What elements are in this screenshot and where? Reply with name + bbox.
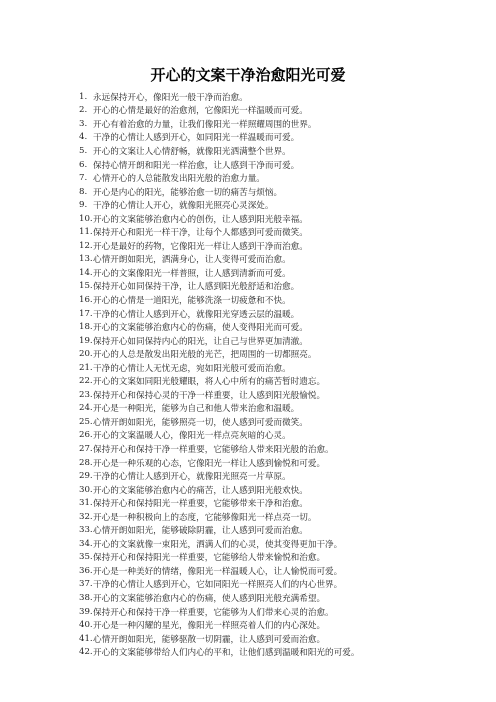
list-item xyxy=(79,496,419,510)
list-item-text: 干净的心情让人开心，就像阳光照亮心灵深处。 xyxy=(93,201,274,212)
list-item-text: 心情开朗如阳光，洒满身心，让人变得可爱而治愈。 xyxy=(93,255,291,266)
list-item xyxy=(79,347,419,361)
list-item xyxy=(79,510,419,524)
list-item-text: 保持开心和保持阳光一样重要，它能够给人带来愉悦和治愈。 xyxy=(93,553,326,564)
list-item-number: 12. xyxy=(79,240,93,251)
list-item-text: 保持开心如同保持内心的阳光，让自己与世界更加清澈。 xyxy=(93,336,308,347)
list-item xyxy=(79,239,419,253)
list-item xyxy=(79,198,419,212)
list-item-number: 41. xyxy=(79,633,93,644)
list-item xyxy=(79,402,419,416)
list-item-text: 保持开心如同保持干净，让人感到阳光般舒适和治愈。 xyxy=(93,282,300,293)
list-item-text: 干净的心情让人感到开心，如同阳光一样温暖而可爱。 xyxy=(93,133,300,144)
list-item-number: 18. xyxy=(79,322,93,333)
list-item xyxy=(79,618,419,632)
list-item-number: 11. xyxy=(79,227,93,238)
list-item-number: 1. xyxy=(79,91,88,102)
list-item-number: 42. xyxy=(79,647,93,658)
list-item-number: 30. xyxy=(79,484,93,495)
list-item-text: 开心的文案像阳光一样普照，让人感到清新而可爱。 xyxy=(93,268,291,279)
list-item-number: 20. xyxy=(79,349,93,360)
list-item-text: 开心是一种阳光，能够为自己和他人带来治愈和温暖。 xyxy=(93,404,300,415)
list-item xyxy=(79,225,419,239)
list-item xyxy=(79,591,419,605)
list-item-number: 28. xyxy=(79,457,93,468)
list-item-number: 27. xyxy=(79,443,93,454)
list-item-text: 开心是一种闪耀的星光，像阳光一样照亮着人们的内心深处。 xyxy=(93,621,326,632)
list-item-text: 永远保持开心，像阳光一般干净而治愈。 xyxy=(93,92,248,103)
list-item xyxy=(79,117,419,131)
list-item-text: 开心是一种积极向上的态度，它能够像阳光一样点亮一切。 xyxy=(93,512,317,523)
document-title: 开心的文案干净治愈阳光可爱 xyxy=(150,66,346,84)
list-item-number: 32. xyxy=(79,511,93,522)
list-item-number: 23. xyxy=(79,389,93,400)
list-item-text: 开心是一种乐观的心态，它像阳光一样让人感到愉悦和可爱。 xyxy=(93,458,326,469)
list-item-number: 13. xyxy=(79,254,93,265)
list-item xyxy=(79,442,419,456)
list-item-number: 16. xyxy=(79,294,93,305)
list-item-text: 开心的心情是一道阳光，能够洗涤一切疲惫和不快。 xyxy=(93,295,291,306)
list-item-text: 心情开朗如阳光，能够照亮一切，使人感到可爱而微笑。 xyxy=(93,417,308,428)
list-item xyxy=(79,293,419,307)
list-item xyxy=(79,551,419,565)
list-item xyxy=(79,320,419,334)
list-item xyxy=(79,632,419,646)
list-item-text: 干净的心情让人感到开心，它如同阳光一样照亮人们的内心世界。 xyxy=(93,580,343,591)
list-item xyxy=(79,524,419,538)
list-item-number: 14. xyxy=(79,267,93,278)
numbered-list xyxy=(79,90,419,659)
list-item-text: 开心的文案能够治愈内心的痛苦，让人感到阳光般欢快。 xyxy=(93,485,308,496)
list-item-text: 心情开心的人总能散发出阳光般的治愈力量。 xyxy=(93,174,265,185)
list-item xyxy=(79,605,419,619)
list-item-text: 开心的文案能够带给人们内心的平和，让他们感到温暖和阳光的可爱。 xyxy=(93,648,360,659)
list-item-text: 开心的心情是最好的治愈剂，它像阳光一样温暖而可爱。 xyxy=(93,106,308,117)
list-item xyxy=(79,280,419,294)
list-item-text: 开心的人总是散发出阳光般的光芒，把周围的一切都照亮。 xyxy=(93,350,317,361)
list-item xyxy=(79,334,419,348)
list-item-text: 开心的文案让人心情舒畅，就像阳光洒满整个世界。 xyxy=(93,146,291,157)
list-item-text: 保持开心和保持心灵的干净一样重要，让人感到阳光般愉悦。 xyxy=(93,390,326,401)
list-item xyxy=(79,253,419,267)
list-item-number: 3. xyxy=(79,118,88,129)
list-item-text: 开心的文案能够治愈内心的创伤，让人感到阳光般幸福。 xyxy=(93,214,308,225)
list-item-text: 保持开心和保持阳光一样重要，它能够带来干净和治愈。 xyxy=(93,499,308,510)
list-item-number: 17. xyxy=(79,308,93,319)
list-item-text: 心情开朗如阳光，能够驱散一切阴霾，让人感到可爱而治愈。 xyxy=(93,634,326,645)
list-item-number: 26. xyxy=(79,430,93,441)
list-item-text: 开心是一种美好的情绪，像阳光一样温暖人心，让人愉悦而可爱。 xyxy=(93,566,343,577)
list-item-text: 开心是内心的阳光，能够治愈一切的痛苦与烦恼。 xyxy=(93,187,283,198)
list-item-text: 开心是最好的药物，它像阳光一样让人感到干净而治愈。 xyxy=(93,241,308,252)
list-item-text: 保持开心和阳光一样干净，让每个人都感到可爱而微笑。 xyxy=(93,228,308,239)
list-item xyxy=(79,388,419,402)
list-item-number: 33. xyxy=(79,525,93,536)
list-item-text: 保持心情开朗和阳光一样治愈，让人感到干净而可爱。 xyxy=(93,160,300,171)
list-item xyxy=(79,469,419,483)
list-item xyxy=(79,144,419,158)
list-item xyxy=(79,564,419,578)
list-item-number: 29. xyxy=(79,471,93,482)
list-item-number: 10. xyxy=(79,213,93,224)
list-item xyxy=(79,171,419,185)
list-item xyxy=(79,483,419,497)
list-item-text: 开心的文案温暖人心，像阳光一样点亮灰暗的心灵。 xyxy=(93,431,291,442)
list-item-text: 开心的文案能够治愈内心的伤痛，使人感到阳光般充满希望。 xyxy=(93,594,326,604)
list-item-number: 31. xyxy=(79,498,93,509)
list-item-text: 干净的心情让人感到开心，就像阳光穿透云层的温暖。 xyxy=(93,309,300,320)
list-item-text: 开心的文案如同阳光般耀眼，将人心中所有的痛苦暂时遗忘。 xyxy=(93,377,326,388)
list-item-number: 2. xyxy=(79,105,88,116)
list-item-number: 37. xyxy=(79,579,93,590)
list-item-number: 22. xyxy=(79,376,93,387)
list-item xyxy=(79,185,419,199)
list-item xyxy=(79,361,419,375)
list-item-text: 干净的心情让人无忧无虑，宛如阳光般可爱而治愈。 xyxy=(93,363,291,374)
list-item xyxy=(79,645,419,659)
list-item-number: 40. xyxy=(79,620,93,631)
list-item xyxy=(79,90,419,104)
list-item-text: 干净的心情让人感到开心，就像阳光照亮一片草原。 xyxy=(93,472,291,483)
list-item xyxy=(79,415,419,429)
list-item xyxy=(79,266,419,280)
list-item-number: 34. xyxy=(79,538,93,549)
list-item-number: 8. xyxy=(79,186,88,197)
list-item-number: 25. xyxy=(79,416,93,427)
list-item xyxy=(79,374,419,388)
list-item-number: 38. xyxy=(79,593,93,603)
list-item-number: 7. xyxy=(79,173,88,184)
list-item xyxy=(79,578,419,592)
list-item-number: 39. xyxy=(79,606,93,617)
list-item-number: 36. xyxy=(79,565,93,576)
list-item-number: 21. xyxy=(79,362,93,373)
list-item xyxy=(79,537,419,551)
list-item xyxy=(79,307,419,321)
list-item-number: 15. xyxy=(79,281,93,292)
list-item-text: 心情开朗如阳光，能够破除阴霾，让人感到可爱而治愈。 xyxy=(93,526,308,537)
list-item-number: 24. xyxy=(79,403,93,414)
list-item-number: 5. xyxy=(79,145,88,156)
list-item xyxy=(79,131,419,145)
list-item xyxy=(79,158,419,172)
list-item-number: 4. xyxy=(79,132,88,143)
list-item-text: 保持开心和保持干净一样重要，它能够给人带来阳光般的治愈。 xyxy=(93,444,334,455)
list-item xyxy=(79,429,419,443)
list-item-number: 35. xyxy=(79,552,93,563)
list-item xyxy=(79,104,419,118)
list-item-number: 9. xyxy=(79,200,88,211)
list-item xyxy=(79,456,419,470)
list-item xyxy=(79,212,419,226)
list-item-text: 开心的文案能够治愈内心的伤痛，使人变得阳光而可爱。 xyxy=(93,323,308,334)
list-item-text: 开心有着治愈的力量，让我们像阳光一样照耀周围的世界。 xyxy=(93,119,317,130)
list-item-text: 开心的文案就像一束阳光，洒满人们的心灵，使其变得更加干净。 xyxy=(93,539,343,550)
list-item-text: 保持开心和保持干净一样重要，它能够为人们带来心灵的治愈。 xyxy=(93,607,334,618)
list-item-number: 19. xyxy=(79,335,93,346)
list-item-number: 6. xyxy=(79,159,88,170)
